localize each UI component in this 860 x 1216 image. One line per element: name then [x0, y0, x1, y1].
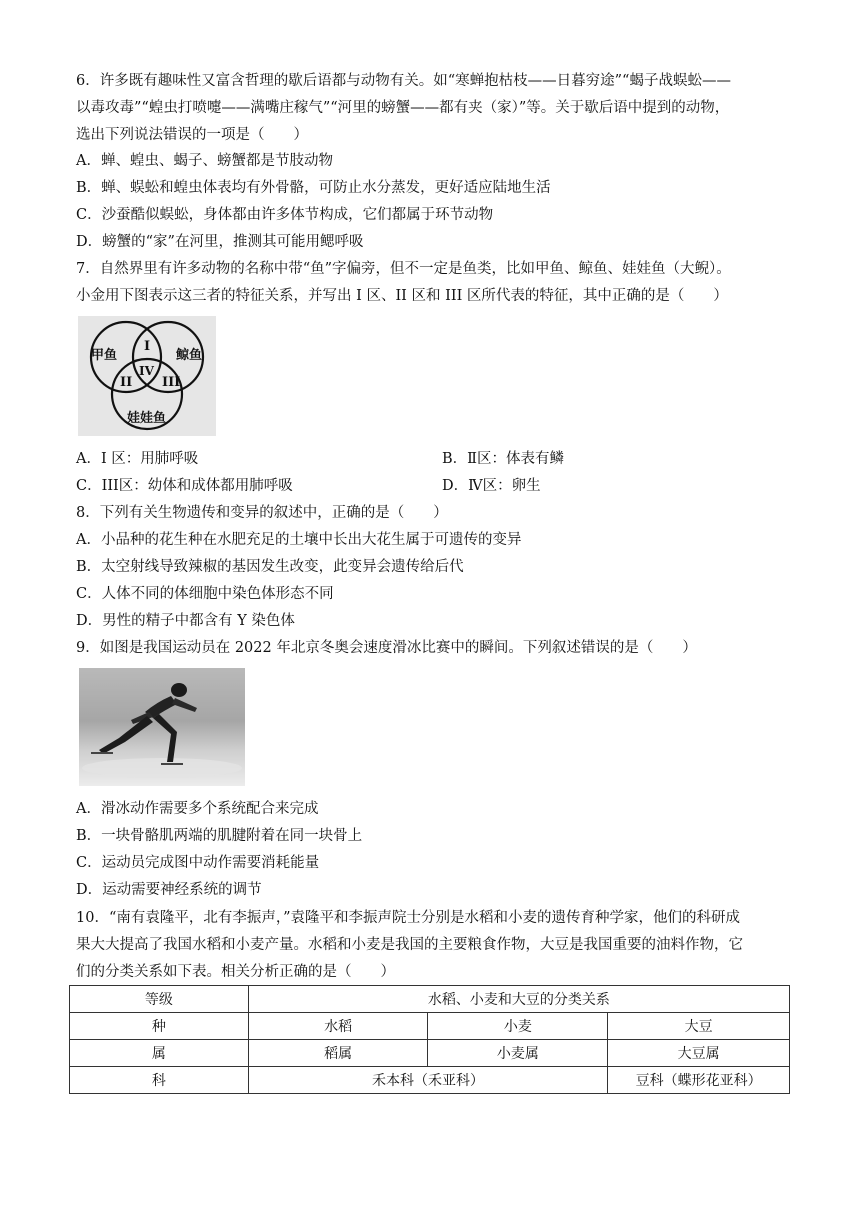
table-row [70, 1013, 790, 1040]
venn-zone-4: IV [139, 364, 154, 378]
classification-table [69, 985, 790, 1094]
table-header-title: 水稻、小麦和大豆的分类关系 [248, 986, 789, 1013]
table-cell: 属 [70, 1040, 249, 1067]
table-row [70, 1067, 790, 1094]
venn-zone-1: I [144, 339, 151, 354]
table-cell: 水稻 [248, 1013, 428, 1040]
q6-option-d: D．螃蟹的“家”在河里，推测其可能用鳃呼吸 [76, 234, 364, 250]
venn-zone-2: II [120, 375, 133, 390]
speed-skater-photo [79, 668, 245, 786]
q10-stem-line-1: 10．“南有袁隆平，北有李振声，”袁隆平和李振声院士分别是水稻和小麦的遗传育种学家，他们的科研成 [76, 910, 741, 926]
table-cell: 大豆 [608, 1013, 790, 1040]
venn-label-turtle: 甲鱼 [91, 348, 118, 363]
q6-option-c: C．沙蚕酷似蜈蚣，身体都由许多体节构成，它们都属于环节动物 [76, 207, 494, 223]
q9-option-c: C．运动员完成图中动作需要消耗能量 [76, 855, 320, 871]
table-row [70, 986, 790, 1013]
venn-label-whale: 鲸鱼 [176, 348, 203, 363]
table-cell: 科 [70, 1067, 249, 1094]
skater-figure [79, 668, 245, 786]
venn-label-salamander: 娃娃鱼 [127, 411, 167, 426]
q6-option-a: A．蝉、蝗虫、蝎子、螃蟹都是节肢动物 [76, 153, 333, 169]
q7-option-b: B．Ⅱ区：体表有鳞 [442, 451, 565, 467]
q8-option-d: D．男性的精子中都含有 Y 染色体 [76, 613, 295, 629]
venn-diagram [78, 316, 216, 436]
q9-option-a: A．滑冰动作需要多个系统配合来完成 [76, 801, 319, 817]
q7-stem-line-2: 小金用下图表示这三者的特征关系，并写出 I 区、II 区和 III 区所代表的特征，其中正确的是（ ） [76, 288, 728, 304]
table-row [70, 1040, 790, 1067]
table-cell: 小麦属 [428, 1040, 608, 1067]
q7-stem-line-1: 7．自然界里有许多动物的名称中带“鱼”字偏旁，但不一定是鱼类，比如甲鱼、鲸鱼、娃娃鱼（大鲵）。 [76, 261, 731, 277]
q10-stem-line-2: 果大大提高了我国水稻和小麦产量。水稻和小麦是我国的主要粮食作物，大豆是我国重要的油料作物，它 [76, 937, 743, 953]
q9-option-d: D．运动需要神经系统的调节 [76, 882, 262, 898]
q8-option-c: C．人体不同的体细胞中染色体形态不同 [76, 586, 334, 602]
table-cell: 种 [70, 1013, 249, 1040]
q7-option-d: D．Ⅳ区：卵生 [442, 478, 541, 494]
table-cell: 小麦 [428, 1013, 608, 1040]
table-cell: 禾本科（禾亚科） [248, 1067, 607, 1094]
q6-stem-line-3: 选出下列说法错误的一项是（ ） [76, 127, 308, 143]
q8-option-a: A．小品种的花生种在水肥充足的土壤中长出大花生属于可遗传的变异 [76, 532, 522, 548]
q8-stem: 8．下列有关生物遗传和变异的叙述中，正确的是（ ） [76, 505, 448, 521]
q6-stem-line-1: 6．许多既有趣味性又富含哲理的歇后语都与动物有关。如“寒蝉抱枯枝——日暮穷途”“蝎子战蜈蚣—— [76, 73, 731, 89]
venn-zone-3: III [162, 375, 181, 390]
table-header-level: 等级 [70, 986, 249, 1013]
q6-option-b: B．蝉、蜈蚣和蝗虫体表均有外骨骼，可防止水分蒸发，更好适应陆地生活 [76, 180, 551, 196]
q8-option-b: B．太空射线导致辣椒的基因发生改变，此变异会遗传给后代 [76, 559, 464, 575]
q9-option-b: B．一块骨骼肌两端的肌腱附着在同一块骨上 [76, 828, 363, 844]
table-cell: 稻属 [248, 1040, 428, 1067]
q6-stem-line-2: 以毒攻毒”“蝗虫打喷嚏——满嘴庄稼气”“河里的螃蟹——都有夹（家）”等。关于歇后语中提到的动物， [76, 100, 730, 116]
q10-stem-line-3: 们的分类关系如下表。相关分析正确的是（ ） [76, 964, 395, 980]
table-cell: 豆科（蝶形花亚科） [608, 1067, 790, 1094]
q7-option-a: A．I 区：用肺呼吸 [76, 451, 199, 467]
table-cell: 大豆属 [608, 1040, 790, 1067]
q9-stem: 9．如图是我国运动员在 2022 年北京冬奥会速度滑冰比赛中的瞬间。下列叙述错误的是（ ） [76, 640, 697, 656]
q7-option-c: C．III区：幼体和成体都用肺呼吸 [76, 478, 293, 494]
